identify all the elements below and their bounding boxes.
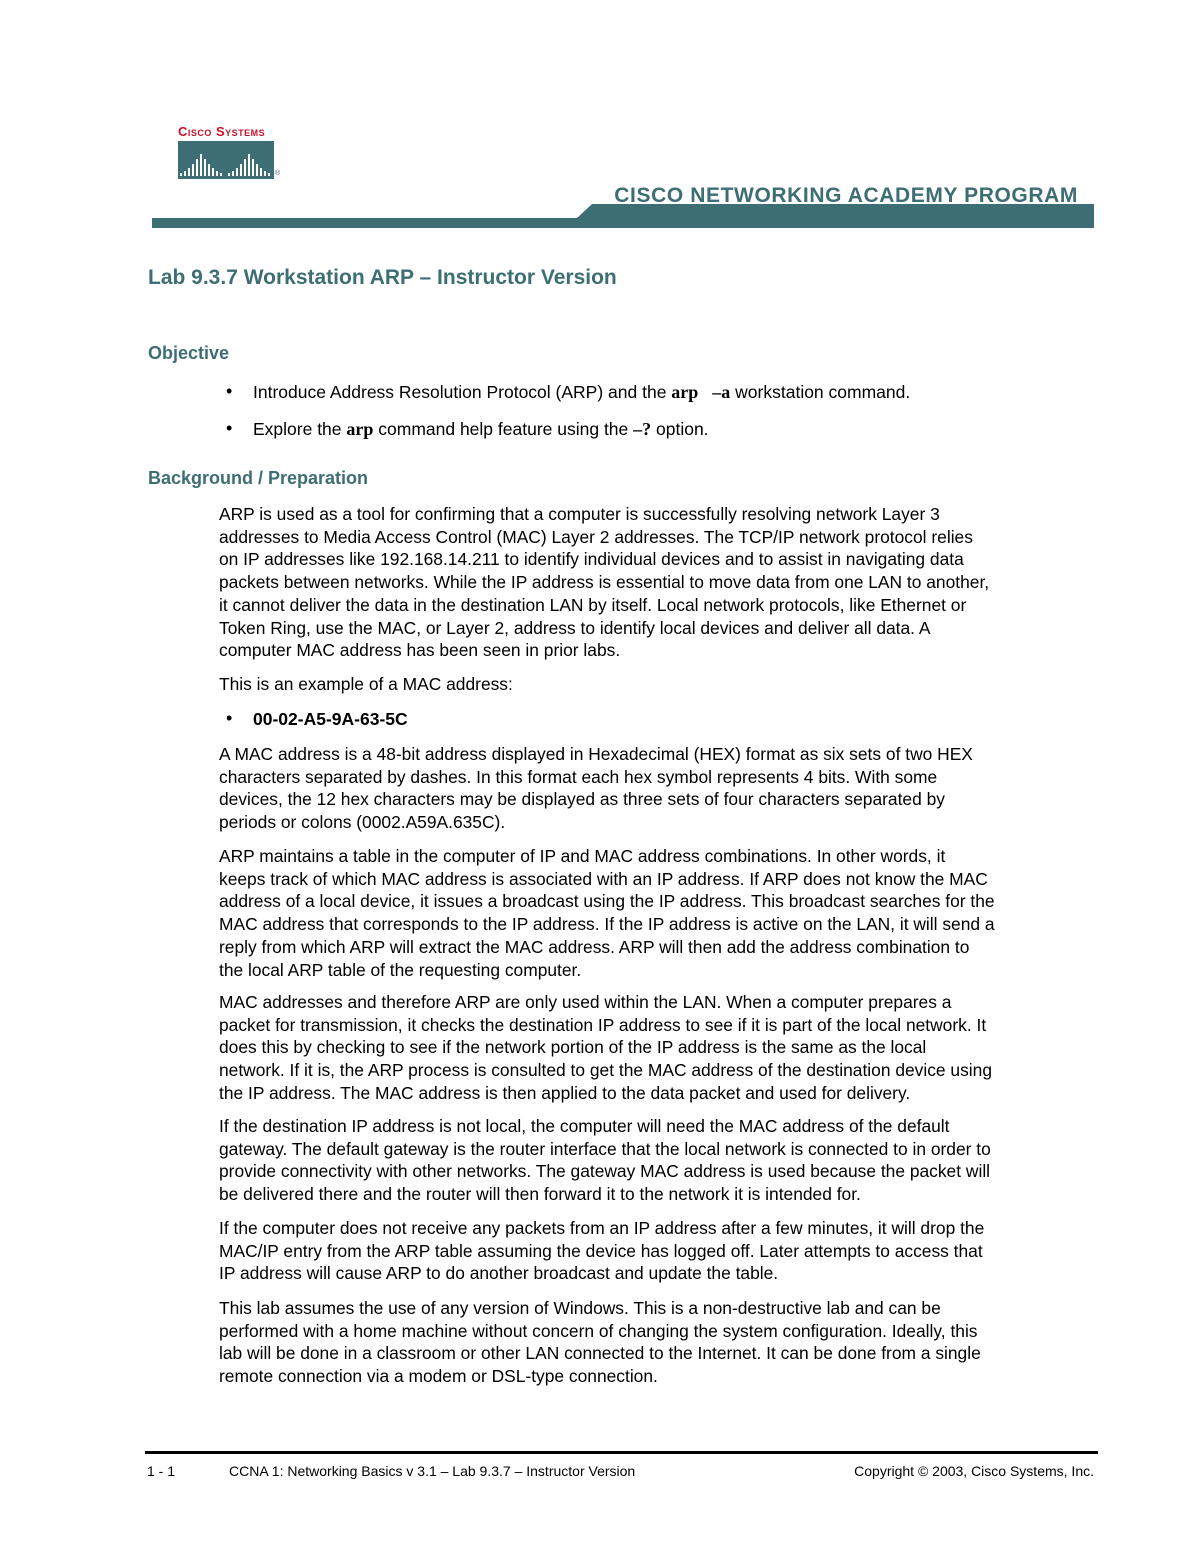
paragraph-7: If the computer does not receive any packets from an IP address after a few minutes, it will drop the MAC/IP entry from the ARP table assuming the device has logged off. Later attempts to access that IP address will cause ARP to do another broadcast and update the table. <box>219 1218 985 1284</box>
footer-course-title: CCNA 1: Networking Basics v 3.1 – Lab 9.3.7 – Instructor Version <box>229 1463 636 1479</box>
objective-item-1: Introduce Address Resolution Protocol (ARP) and the arp –a workstation command. <box>253 382 911 402</box>
registered-icon: ® <box>275 170 281 177</box>
paragraph-5: MAC addresses and therefore ARP are only used within the LAN. When a computer prepares a packet for transmission, it checks the destination IP address to see if it is part of the local network. It does this by checking to see if the network portion of the IP address is the same as the local network. If it is, the ARP process is consulted to get the MAC address of the destination device using the IP address. The MAC address is then applied to the data packet and used for delivery. <box>219 992 993 1103</box>
bullet-icon: • <box>226 381 233 401</box>
mac-address-example: 00-02-A5-9A-63-5C <box>253 709 408 729</box>
footer-copyright: Copyright © 2003, Cisco Systems, Inc. <box>854 1463 1094 1479</box>
paragraph-1: ARP is used as a tool for confirming that a computer is successfully resolving network Layer 3 addresses to Media Access Control (MAC) Layer 2 addresses. The TCP/IP network protocol relies on IP addresses like 192.168.14.211 to identify individual devices and to assist in navigating data packets between networks. While the IP address is essential to move data from one LAN to another, it cannot deliver the data in the destination LAN by itself. Local network protocols, like Ethernet or Token Ring, use the MAC, or Layer 2, address to identify local devices and deliver all data. A computer MAC address has been seen in prior labs. <box>219 504 990 661</box>
command-option-a: –a <box>712 382 731 402</box>
logo-text: Cisco Systems <box>178 124 266 139</box>
command-arp: arp <box>346 419 374 439</box>
paragraph-3: A MAC address is a 48-bit address displayed in Hexadecimal (HEX) format as six sets of two HEX characters separated by dashes. In this format each hex symbol represents 4 bits. With some devices, the 12 hex characters may be displayed as three sets of four characters separated by periods or colons (0002.A59A.635C). <box>219 744 973 833</box>
command-option-help: –? <box>633 419 652 439</box>
footer-divider <box>145 1451 1098 1454</box>
paragraph-2: This is an example of a MAC address: <box>219 674 513 694</box>
footer-page-number: 1 - 1 <box>147 1463 176 1479</box>
page-title: Lab 9.3.7 Workstation ARP – Instructor Version <box>148 266 617 289</box>
paragraph-4: ARP maintains a table in the computer of IP and MAC address combinations. In other words, it keeps track of which MAC address is associated with an IP address. If ARP does not know the MAC address of a local device, it issues a broadcast using the IP address. This broadcast searches for the MAC address that corresponds to the IP address. If the IP address is active on the LAN, it will send a reply from which ARP will extract the MAC address. ARP will then add the address combination to the local ARP table of the requesting computer. <box>219 846 995 980</box>
objective-item-2: Explore the arp command help feature using the –? option. <box>253 419 709 439</box>
banner-text: CISCO NETWORKING ACADEMY PROGRAM <box>614 184 1078 207</box>
bullet-icon: • <box>226 708 233 728</box>
background-heading: Background / Preparation <box>148 468 369 488</box>
bullet-icon: • <box>226 418 233 438</box>
bridge-logo-icon <box>178 141 274 179</box>
paragraph-8: This lab assumes the use of any version of Windows. This is a non-destructive lab and can be performed with a home machine without concern of changing the system configuration. Ideally, this lab will be done in a classroom or other LAN connected to the Internet. It can be done from a single remote connection via a modem or DSL-type connection. <box>219 1298 981 1387</box>
paragraph-6: If the destination IP address is not local, the computer will need the MAC address of the default gateway. The default gateway is the router interface that the local network is connected to in order to provide connectivity with other networks. The gateway MAC address is used because the packet will be delivered there and the router will then forward it to the network it is intended for. <box>219 1116 991 1205</box>
objective-heading: Objective <box>148 343 230 363</box>
program-banner <box>152 184 1094 228</box>
command-arp: arp <box>671 382 699 402</box>
